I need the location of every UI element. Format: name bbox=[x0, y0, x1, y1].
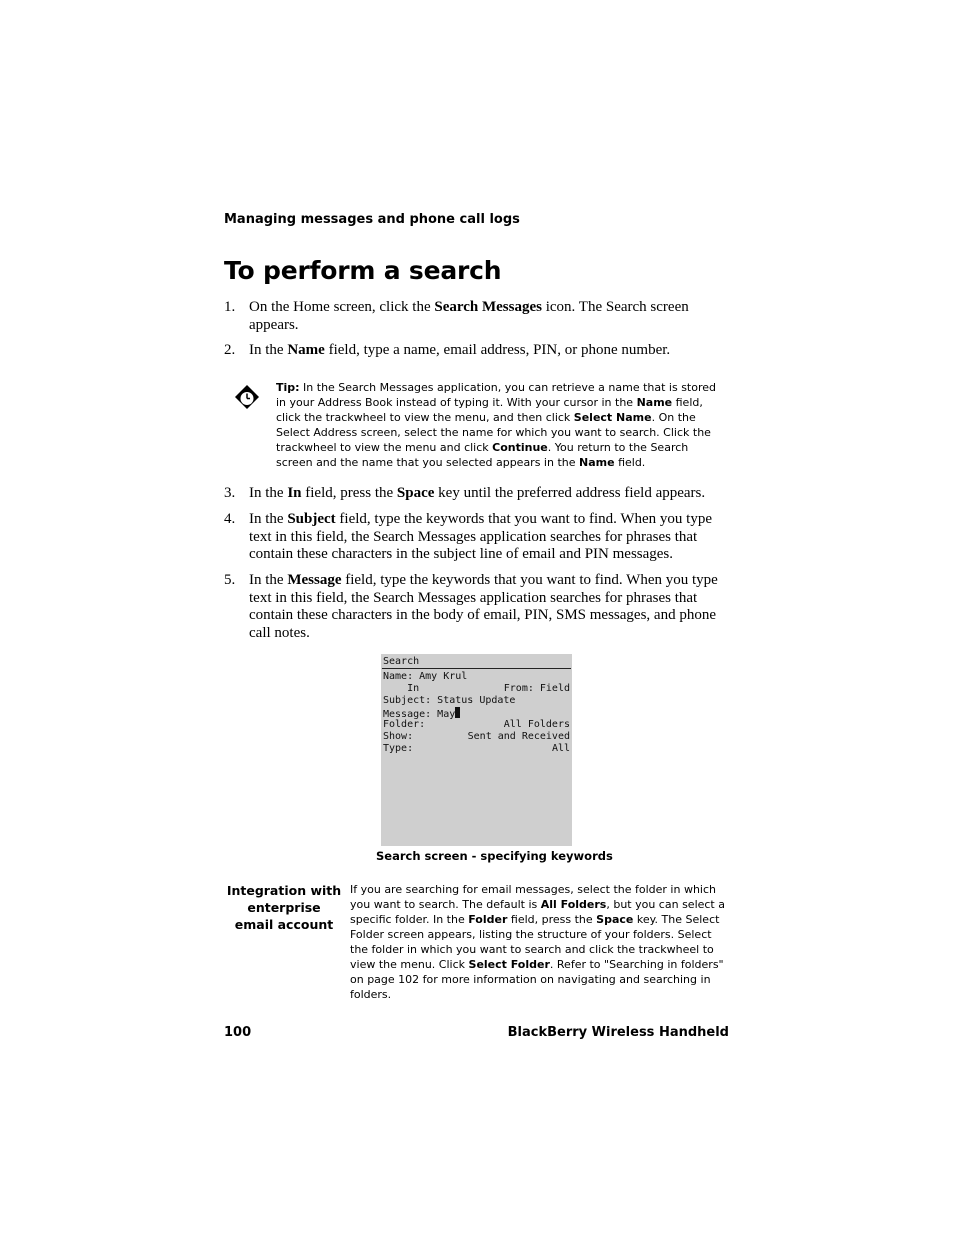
step-text: On the Home screen, click the bbox=[249, 299, 435, 315]
row-label: Folder: bbox=[383, 719, 426, 730]
step-text: field, press the bbox=[301, 485, 397, 501]
row-value: From: Field bbox=[503, 683, 570, 694]
screen-title-divider bbox=[382, 668, 571, 669]
step-text: In the bbox=[249, 342, 288, 358]
sidebar-bold: Space bbox=[596, 913, 634, 926]
screen-row-in bbox=[383, 683, 570, 695]
step-1 bbox=[224, 299, 734, 334]
step-bold: Space bbox=[396, 485, 435, 501]
step-text: field, type the keywords that you want to find. When you type text in this field, the Search Messages application searches for phrases that contain these characters in the subject line of email and PIN messages. bbox=[249, 511, 712, 562]
row-value: Sent and Received bbox=[467, 731, 570, 742]
screen-row-subject bbox=[383, 695, 570, 707]
row-label: Type: bbox=[383, 743, 414, 754]
tip-text: . You return to the Search screen and the name that you selected appears in the bbox=[276, 441, 689, 469]
screen-row-message bbox=[383, 707, 570, 719]
step-number: 3. bbox=[224, 485, 236, 501]
book-title: BlackBerry Wireless Handheld bbox=[507, 1025, 729, 1040]
step-number: 4. bbox=[224, 511, 236, 527]
search-screen-screenshot bbox=[381, 654, 572, 846]
step-bold: Message bbox=[287, 572, 342, 588]
row-value: All Folders bbox=[503, 719, 570, 730]
step-text: field, type the keywords that you want to find. When you type text in this field, the Search Messages application searches for phrases that contain these characters in the body of email, PIN, SMS messages, and phone call notes. bbox=[249, 572, 718, 641]
step-5 bbox=[224, 572, 734, 642]
sidebar-bold: All Folders bbox=[540, 898, 607, 911]
running-head: Managing messages and phone call logs bbox=[224, 212, 520, 227]
step-2 bbox=[224, 342, 734, 360]
tip-text: field. bbox=[614, 456, 646, 469]
screen-title: Search bbox=[383, 656, 420, 667]
step-text: field, type a name, email address, PIN, or phone number. bbox=[324, 342, 671, 358]
figure-caption: Search screen - specifying keywords bbox=[376, 849, 613, 863]
tip-label: Tip: bbox=[276, 381, 300, 394]
step-bold: Subject bbox=[287, 511, 336, 527]
step-bold: Name bbox=[287, 342, 325, 358]
sidebar-text: field, press the bbox=[507, 913, 597, 926]
step-text: In the bbox=[249, 572, 288, 588]
tip-bold: Continue bbox=[492, 441, 548, 454]
step-bold: Search Messages bbox=[434, 299, 542, 315]
sidebar-bold: Folder bbox=[468, 913, 508, 926]
screen-row-type bbox=[383, 743, 570, 755]
step-3 bbox=[224, 485, 734, 503]
tip-text: . On the Select Address screen, select the name for which you want to search. Click the trackwheel to view the menu and click bbox=[276, 411, 711, 454]
page-number: 100 bbox=[224, 1025, 252, 1040]
tip-bold: Name bbox=[579, 456, 615, 469]
row-value: All bbox=[551, 743, 570, 754]
step-4 bbox=[224, 511, 734, 564]
row-label: Message: May bbox=[383, 709, 456, 720]
tip-bold: Name bbox=[636, 396, 673, 409]
row-label: Name: Amy Krul bbox=[383, 671, 468, 682]
row-label: In bbox=[383, 683, 420, 694]
sidebar-heading: Integration with enterprise email account bbox=[226, 883, 342, 932]
tip-icon bbox=[234, 384, 260, 410]
tip-box bbox=[276, 380, 726, 470]
text-cursor bbox=[455, 707, 460, 718]
tip-bold: Select Name bbox=[573, 411, 652, 424]
screen-row-folder bbox=[383, 719, 570, 731]
sidebar-text: key. The Select Folder screen appears, listing the structure of your folders. Select the folder in which you want to search and click the trackwheel to view the menu. Click bbox=[350, 913, 720, 971]
sidebar-bold: Select Folder bbox=[468, 958, 550, 971]
sidebar-text: , but you can select a specific folder. In the bbox=[350, 898, 725, 926]
step-number: 1. bbox=[224, 299, 236, 315]
step-number: 5. bbox=[224, 572, 236, 588]
screen-row-show bbox=[383, 731, 570, 743]
sidebar-body bbox=[350, 882, 725, 1002]
tip-text: field, click the trackwheel to view the menu, and then click bbox=[276, 396, 703, 424]
step-text: In the bbox=[249, 485, 288, 501]
row-label: Subject: Status Update bbox=[383, 695, 516, 706]
sidebar-text: If you are searching for email messages, select the folder in which you want to search. The default is bbox=[350, 883, 716, 911]
step-bold: In bbox=[287, 485, 302, 501]
step-text: In the bbox=[249, 511, 288, 527]
page-title: To perform a search bbox=[224, 256, 502, 285]
step-text: icon. The Search screen appears. bbox=[249, 299, 689, 333]
screen-row-name bbox=[383, 671, 570, 683]
step-text: key until the preferred address field appears. bbox=[434, 485, 706, 501]
row-label: Show: bbox=[383, 731, 414, 742]
step-number: 2. bbox=[224, 342, 236, 358]
tip-text: In the Search Messages application, you can retrieve a name that is stored in your Address Book instead of typing it. With your cursor in the bbox=[276, 381, 716, 409]
sidebar-text: . Refer to "Searching in folders" on page 102 for more information on navigating and searching in folders. bbox=[350, 958, 724, 1001]
